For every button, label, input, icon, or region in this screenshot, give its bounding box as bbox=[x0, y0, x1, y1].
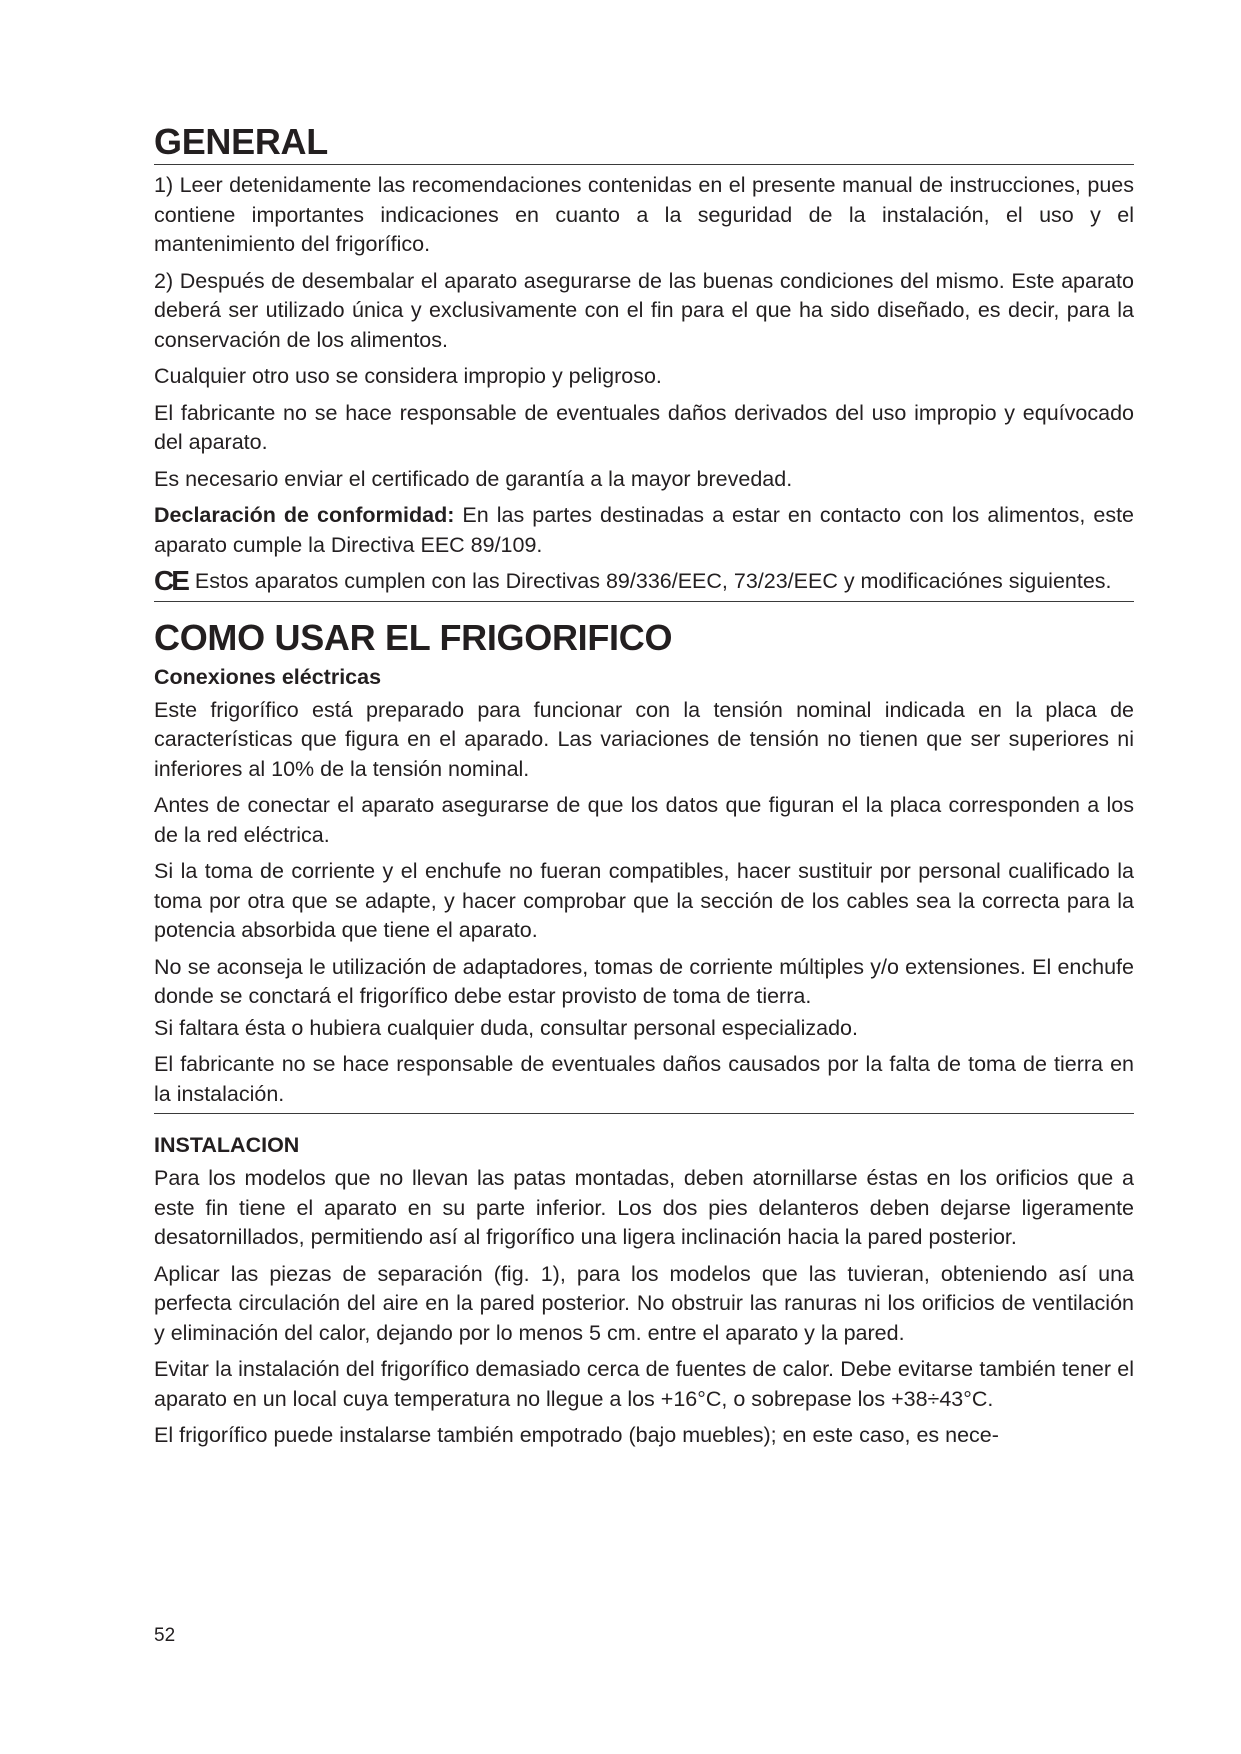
usage-section bbox=[154, 662, 1134, 1110]
paragraph: Para los modelos que no llevan las patas montadas, deben atornillarse éstas en los orificios que a este fin tiene el aparato en su parte inferior. Los dos pies delanteros deben dejarse ligeramente desatornillados, permitiendo así al frigorífico una ligera inclinación hacia la pared posterior. bbox=[154, 1166, 1134, 1249]
paragraph: Antes de conectar el aparato asegurarse de que los datos que figuran el la placa corresponden a los de la red eléctrica. bbox=[154, 793, 1134, 847]
paragraph: Este frigorífico está preparado para funcionar con la tensión nominal indicada en la placa de características que figura en el aparado. Las variaciones de tensión no tienen que ser superiores ni inferiores al 10% de la tensión nominal. bbox=[154, 697, 1134, 781]
paragraph: Si la toma de corriente y el enchufe no fueran compatibles, hacer sustituir por personal cualificado la toma por otra que se adapte, y hacer comprobar que la sección de los cables sea la correcta para la potencia absorbida que tiene el aparato. bbox=[154, 859, 1134, 942]
paragraph: El frigorífico puede instalarse también empotrado (bajo muebles); en este caso, es nece- bbox=[154, 1423, 999, 1447]
ce-paragraph bbox=[154, 567, 1134, 597]
subheading-electrical: Conexiones eléctricas bbox=[154, 664, 382, 689]
subheading-installation: INSTALACION bbox=[154, 1133, 300, 1157]
section-divider bbox=[154, 164, 1134, 165]
section-title-general: GENERAL bbox=[154, 121, 328, 162]
page-number: 52 bbox=[154, 1625, 176, 1646]
ce-mark-icon: CE bbox=[154, 565, 187, 596]
paragraph: 2) Después de desembalar el aparato asegurarse de las buenas condiciones del mismo. Este aparato deberá ser utilizado única y exclusivamente con el fin para el que ha sido diseñado, es decir, para la conservación de los alimentos. bbox=[154, 268, 1134, 352]
manual-page bbox=[154, 120, 1134, 1458]
declaration-label: Declaración de conformidad: bbox=[154, 503, 455, 527]
paragraph: 1) Leer detenidamente las recomendaciones contenidas en el presente manual de instrucciones, pues contiene importantes indicaciones en cuanto a la seguridad de la instalación, el uso y el mantenimiento del frigorífico. bbox=[154, 173, 1134, 256]
paragraph: No se aconseja le utilización de adaptadores, tomas de corriente múltiples y/o extensiones. El enchufe donde se conctará el frigorífico debe estar provisto de toma de tierra. bbox=[154, 954, 1134, 1008]
paragraph: Si faltara ésta o hubiera cualquier duda, consultar personal especializado. bbox=[154, 1015, 858, 1040]
section-divider bbox=[154, 601, 1134, 602]
section-divider bbox=[154, 1113, 1134, 1114]
paragraph: Aplicar las piezas de separación (fig. 1), para los modelos que las tuvieran, obteniendo así una perfecta circulación del aire en la pared posterior. No obstruir las ranuras ni los orificios de ventilación y eliminación del calor, dejando por lo menos 5 cm. entre el aparato y la pared. bbox=[154, 1261, 1134, 1345]
general-section bbox=[154, 171, 1134, 597]
declaration-text: En las partes destinadas a estar en contacto con los alimentos, este aparato cumple la Directiva EEC 89/109. bbox=[154, 503, 1134, 557]
paragraph: El fabricante no se hace responsable de eventuales daños derivados del uso impropio y equívocado del aparato. bbox=[154, 400, 1134, 454]
ce-text: Estos aparatos cumplen con las Directivas 89/336/EEC, 73/23/EEC y modificaciónes siguientes. bbox=[194, 569, 1112, 593]
paragraph: El fabricante no se hace responsable de eventuales daños causados por la falta de toma de tierra en la instalación. bbox=[154, 1052, 1134, 1106]
declaration-paragraph bbox=[154, 501, 1134, 560]
installation-section bbox=[154, 1130, 1134, 1451]
paragraph: Cualquier otro uso se considera impropio y peligroso. bbox=[154, 364, 662, 388]
paragraph: Es necesario enviar el certificado de garantía a la mayor brevedad. bbox=[154, 466, 793, 491]
paragraph: Evitar la instalación del frigorífico demasiado cerca de fuentes de calor. Debe evitarse también tener el aparato en un local cuya temperatura no llegue a los +16°C, o sobrepase los +38÷43°C. bbox=[154, 1357, 1134, 1411]
section-title-usage: COMO USAR EL FRIGORIFICO bbox=[154, 616, 673, 658]
